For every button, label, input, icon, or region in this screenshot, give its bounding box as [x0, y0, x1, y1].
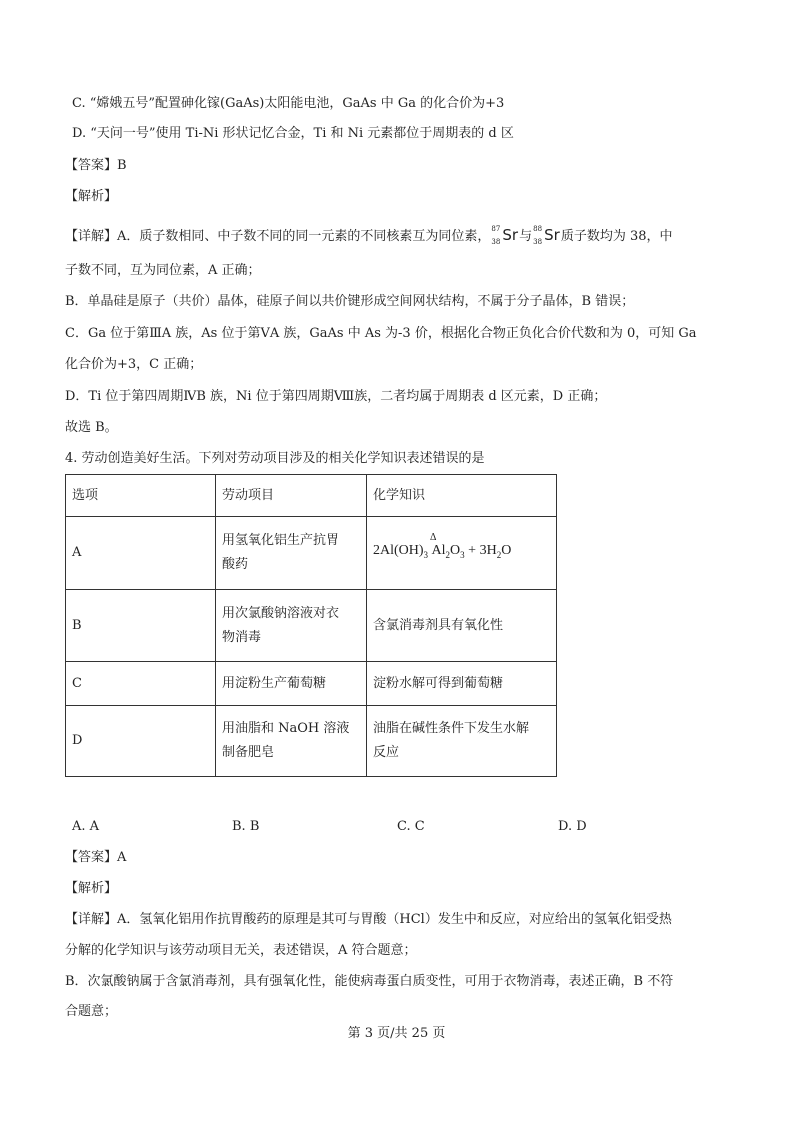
answer-option-c[interactable]: C. C [397, 819, 425, 834]
table-cell-project: 用油脂和 NaOH 溶液 制备肥皂 [216, 706, 367, 777]
isotope-sr87: 87 38 Sr [491, 225, 519, 246]
answer-option-d[interactable]: D. D [558, 819, 587, 834]
explanation-a-line1: 【详解】A．氢氧化铝用作抗胃酸药的原理是其可与胃酸（HCl）发生中和反应，对应给出的氢氧化铝受热 [65, 912, 672, 927]
isotope-sr88: 88 38 Sr [533, 225, 560, 246]
table-row [66, 590, 557, 662]
table-cell-knowledge: 淀粉水解可得到葡萄糖 [367, 662, 557, 706]
table-cell-knowledge: 油脂在碱性条件下发生水解 反应 [367, 706, 557, 777]
table-cell-option: A [66, 517, 216, 590]
answer-option-b[interactable]: B. B [232, 819, 260, 834]
page-number: 第 3 页/共 25 页 [347, 1026, 446, 1041]
question-4-stem: 4. 劳动创造美好生活。下列对劳动项目涉及的相关化学知识表述错误的是 [65, 451, 485, 466]
conjunction-text: 与 [519, 229, 533, 244]
explanation-a-tail: 质子数均为 38，中 [560, 229, 673, 244]
explanation-b: B．单晶硅是原子（共价）晶体，硅原子间以共价键形成空间网状结构，不属于分子晶体，B 错误； [65, 294, 635, 309]
explanation-b-line2: 合题意； [65, 1004, 118, 1019]
explanation-c-line2: 化合价为+3，C 正确； [65, 357, 203, 372]
table-cell-project: 用淀粉生产葡萄糖 [216, 662, 367, 706]
table-header-cell: 选项 [66, 475, 216, 517]
table-row [66, 706, 557, 777]
table-cell-project: 用次氯酸钠溶液对衣 物消毒 [216, 590, 367, 662]
table-row [66, 517, 557, 590]
table-cell-option: D [66, 706, 216, 777]
explanation-a-line2: 分解的化学知识与该劳动项目无关，表述错误，A 符合题意； [65, 943, 417, 958]
table-cell-option: B [66, 590, 216, 662]
table-cell-option: C [66, 662, 216, 706]
table-cell-project: 用氢氧化铝生产抗胃 酸药 [216, 517, 367, 590]
answer-option-a[interactable]: A. A [72, 819, 100, 834]
explanation-a-line2: 子数不同，互为同位素，A 正确； [65, 263, 261, 278]
analysis-label: 【解析】 [65, 189, 118, 204]
option-c-text: C. “嫦娥五号”配置砷化镓(GaAs)太阳能电池，GaAs 中 Ga 的化合价为+3 [72, 96, 505, 111]
explanation-a-line1 [65, 225, 673, 247]
answer-label: 【答案】A [65, 850, 127, 865]
explanation-c-line1: C．Ga 位于第ⅢA 族，As 位于第ⅤA 族，GaAs 中 As 为-3 价，根据化合物正负化合价代数和为 0，可知 Ga [65, 326, 697, 341]
explanation-d: D．Ti 位于第四周期ⅣB 族，Ni 位于第四周期Ⅷ族，二者均属于周期表 d 区元素，D 正确； [65, 389, 607, 404]
answer-label: 【答案】B [65, 158, 127, 173]
table-row [66, 662, 557, 706]
conclusion: 故选 B。 [65, 420, 118, 435]
analysis-label: 【解析】 [65, 881, 118, 896]
answer-options [72, 817, 672, 837]
table-cell-equation [367, 517, 557, 590]
explanation-a-text: 【详解】A．质子数相同、中子数不同的同一元素的不同核素互为同位素， [65, 229, 491, 244]
table-header-row [66, 475, 557, 517]
option-d-text: D. “天问一号”使用 Ti-Ni 形状记忆合金，Ti 和 Ni 元素都位于周期表的 d 区 [72, 126, 514, 141]
question-table [65, 474, 557, 777]
chemical-equation: $2Al(OH)_3$ Δ $Al_2O_3 + 3H_2O$ [373, 532, 512, 560]
table-header-cell: 化学知识 [367, 475, 557, 517]
explanation-b-line1: B．次氯酸钠属于含氯消毒剂，具有强氧化性，能使病毒蛋白质变性，可用于衣物消毒，表述正确，B 不符 [65, 974, 674, 989]
table-header-cell: 劳动项目 [216, 475, 367, 517]
table-cell-knowledge: 含氯消毒剂具有氧化性 [367, 590, 557, 662]
